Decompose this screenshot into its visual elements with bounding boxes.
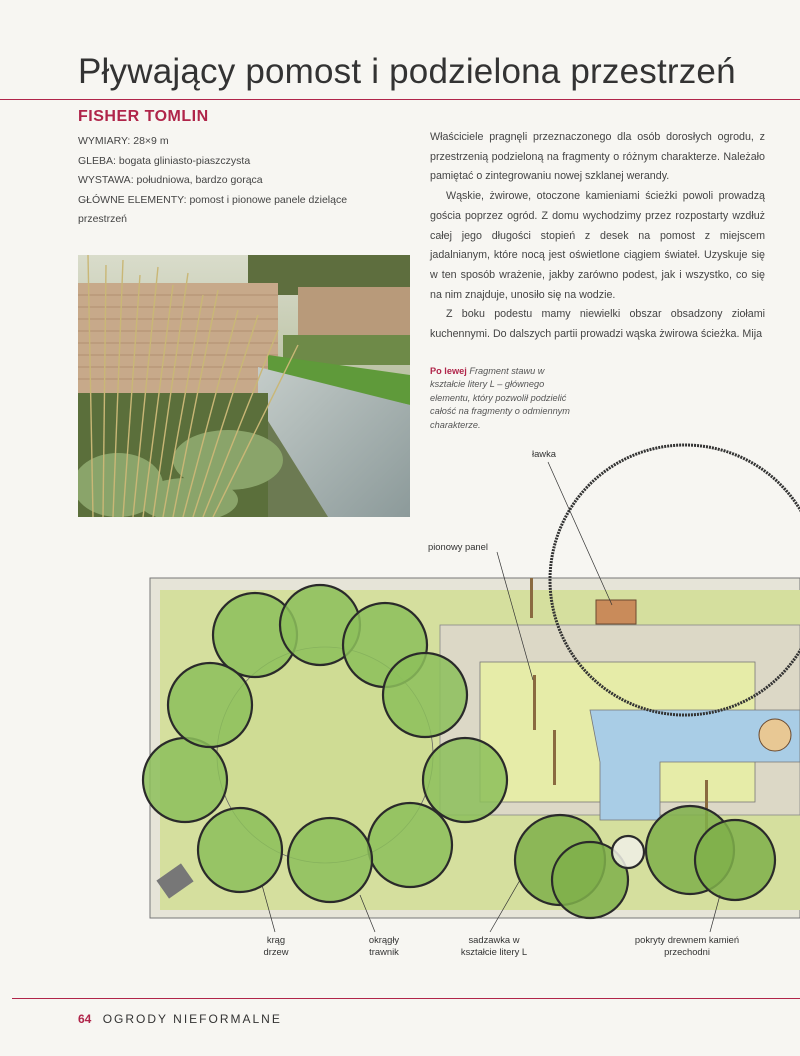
label-bench: ławka	[532, 448, 556, 459]
page-footer	[78, 1012, 282, 1026]
spec-dimensions: WYMIARY: 28×9 m	[78, 135, 169, 147]
body-paragraph-3: Z boku podestu mamy niewielki obszar obsadzony ziołami kuchennymi. Do dalszych partii prowadzi wąska żwirowa ścieżka. Mija	[430, 308, 765, 341]
vertical-panel-4	[530, 578, 533, 618]
small-shrub	[612, 836, 644, 868]
tree-14	[695, 820, 775, 900]
caption-lead: Po lewej	[430, 366, 467, 376]
spec-exposure: WYSTAWA: południowa, bardzo gorąca	[78, 174, 263, 187]
spec-soil: GLEBA: bogata gliniasto-piaszczysta	[78, 154, 251, 167]
specs-list	[78, 132, 378, 230]
vertical-panel-2	[553, 730, 556, 785]
body-paragraph-2: Wąskie, żwirowe, otoczone kamieniami ścieżki powoli prowadzą gościa poprzez ogród. Z domu wychodzimy przez rozpostarty wzdłuż całej jego długości stopień z desek na pomost z miejscem jadalnianym, które nocą jest oświetlone ciągiem świateł. Uzyskuje się w ten sposób wrażenie, jakby zarówno podest, jak i wszystko, co się na nim znajduje, unosiło się na wodzie.	[430, 190, 765, 301]
label-vertical-panel: pionowy panel	[428, 541, 488, 552]
designer-name: FISHER TOMLIN	[78, 108, 209, 125]
tree-5	[423, 738, 507, 822]
body-paragraph-1: Właściciele pragnęli przeznaczonego dla osób dorosłych ogrodu, z przestrzenią podzieloną na fragmenty o różnym charakterze. Należało pamiętać o zintegrowaniu nowej szklanej werandy.	[430, 131, 765, 183]
tree-10	[168, 663, 252, 747]
footer-rule	[12, 998, 800, 999]
garden-plan-drawing	[0, 440, 800, 970]
garden-plan	[0, 440, 800, 970]
tree-9	[143, 738, 227, 822]
tree-8	[198, 808, 282, 892]
tree-7	[288, 818, 372, 902]
photo-caption	[430, 365, 580, 432]
body-text	[430, 128, 765, 345]
caption-text: Fragment stawu w kształcie litery L – głównego elementu, który pozwolił podzielić całość na fragmenty o odmiennym charakterze.	[430, 366, 570, 430]
tree-4	[383, 653, 467, 737]
label-stepping-stone: pokryty drewnem kamień przechodni	[634, 934, 740, 957]
section-name: OGRODY NIEFORMALNE	[102, 1012, 282, 1026]
vertical-panel-1	[533, 675, 536, 730]
header-rule	[0, 99, 800, 100]
label-tree-circle: krąg drzew	[263, 934, 289, 957]
page-number: 64	[78, 1012, 92, 1026]
tree-6	[368, 803, 452, 887]
label-circular-lawn: okrągły trawnik	[368, 934, 400, 957]
bench	[596, 600, 636, 624]
label-pond: sadzawka w kształcie litery L	[460, 934, 528, 957]
spec-elements: GŁÓWNE ELEMENTY: pomost i pionowe panele dzielące przestrzeń	[78, 193, 348, 226]
stepping-stone	[759, 719, 791, 751]
page-title: Pływający pomost i podzielona przestrzeń	[78, 52, 736, 91]
